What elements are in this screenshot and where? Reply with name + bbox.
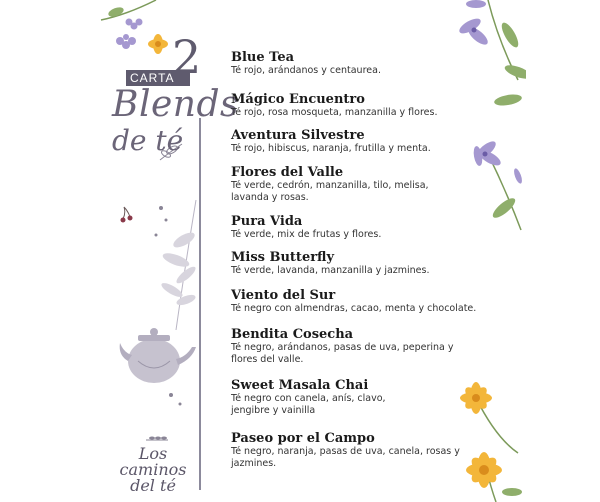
menu-item-name: Mágico Encuentro: [231, 92, 365, 107]
footer-sprig-icon: [144, 434, 170, 444]
menu-item-description: Té rojo, arándanos y centaurea.: [231, 65, 381, 76]
leaf-branch-decoration-icon: [146, 200, 206, 330]
menu-item-name: Viento del Sur: [231, 288, 336, 303]
menu-item-name: Blue Tea: [231, 50, 295, 65]
menu-item-description: Té verde, cedrón, manzanilla, tilo, melisa, lavanda y rosas.: [231, 180, 429, 203]
teapot-icon: [116, 325, 198, 389]
menu-item: [231, 214, 516, 241]
menu-item: [231, 250, 516, 277]
menu-item-description: Té rojo, hibiscus, naranja, frutilla y menta.: [231, 143, 431, 154]
vertical-divider: [199, 118, 201, 490]
footer-line2: del té: [130, 476, 176, 495]
menu-item-name: Bendita Cosecha: [231, 327, 354, 342]
menu-item-description: Té negro con almendras, cacao, menta y chocolate.: [231, 303, 477, 314]
menu-item: [231, 327, 456, 365]
menu-item: [231, 50, 516, 77]
footer-line1: Los caminos: [119, 444, 187, 479]
menu-item-description: Té verde, mix de frutas y flores.: [231, 229, 382, 240]
menu-item-name: Sweet Masala Chai: [231, 378, 369, 393]
menu-item-description: Té rojo, rosa mosqueta, manzanilla y flores.: [231, 107, 438, 118]
menu-item: [231, 165, 449, 203]
menu-item-name: Miss Butterfly: [231, 250, 335, 265]
menu-item-description: Té negro, naranja, pasas de uva, canela, rosas y jazmines.: [231, 446, 460, 469]
page-title: Blends: [112, 84, 239, 125]
drips-dots-icon: [156, 390, 186, 410]
footer-brand: [112, 446, 194, 494]
menu-item-description: Té verde, lavanda, manzanilla y jazmines.: [231, 265, 430, 276]
menu-item-name: Paseo por el Campo: [231, 431, 375, 446]
menu-item: [231, 288, 516, 315]
menu-item: [231, 128, 516, 155]
menu-item-description: Té negro con canela, anís, clavo, jengibre y vainilla: [231, 393, 386, 416]
menu-item: [231, 378, 401, 416]
page-subtitle: de té: [112, 124, 184, 157]
menu-item-name: Flores del Valle: [231, 165, 344, 180]
marigold-flowers-icon: [456, 378, 526, 502]
menu-item-name: Pura Vida: [231, 214, 303, 229]
carta-number: 2: [172, 30, 202, 84]
menu-item-description: Té negro, arándanos, pasas de uva, peperina y flores del valle.: [231, 342, 454, 365]
menu-item: [231, 431, 461, 469]
menu-item: [231, 92, 516, 119]
berries-icon: [118, 205, 138, 225]
menu-item-name: Aventura Silvestre: [231, 128, 365, 143]
carta-label: CARTA: [126, 70, 190, 86]
